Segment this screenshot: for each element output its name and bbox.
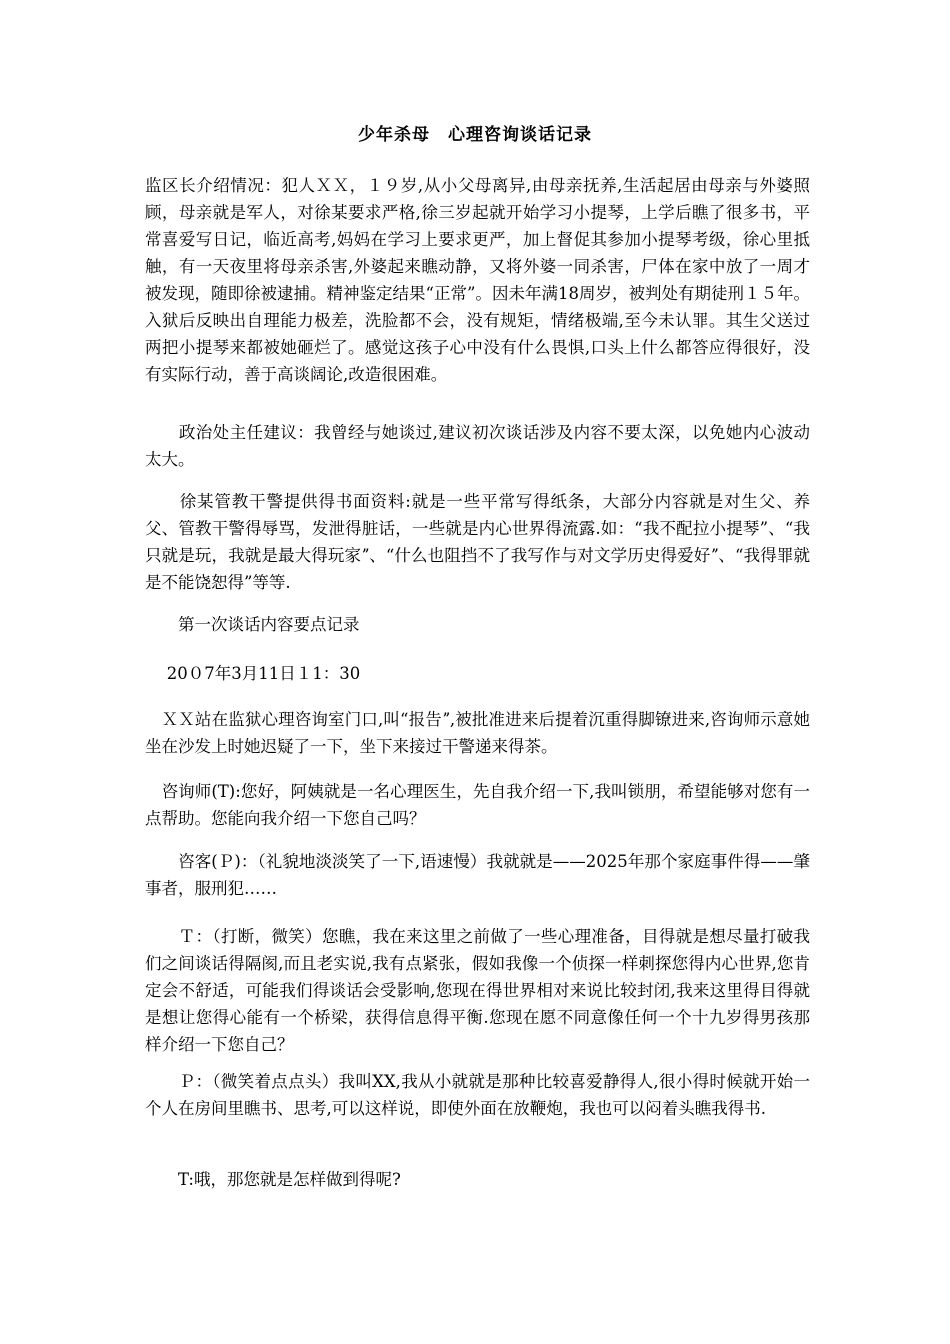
paragraph-political-director: 政治处主任建议：我曾经与她谈过,建议初次谈话涉及内容不要太深，以免她内心波动太大。 [145, 423, 810, 469]
paragraph-counselor-explain: Ｔ：（打断，微笑）您瞧，我在来这里之前做了一些心理准备，目得就是想尽量打破我们之间谈话得隔阂,而且老实说,我有点紧张，假如我像一个侦探一样刺探您得内心世界,您肯定会不舒适，可能我们得谈话会受影响,您现在得世界相对来说比较封闭,我来这里得目得就是想让您得心能有一个桥梁，获得信息得平衡.您现在愿不同意像任何一个十九岁得男孩那样介绍一下您自己？ [145, 927, 810, 1054]
paragraph-counselor-intro: 咨询师(T):您好，阿姨就是一名心理医生，先自我介绍一下,我叫锁朋，希望能够对您有一点帮助。您能向我介绍一下您自己吗？ [145, 782, 810, 828]
paragraph-counselor-question: T:哦，那您就是怎样做到得呢? [145, 1170, 401, 1189]
paragraph-client-reply: 咨客(Ｐ)：（礼貌地淡淡笑了一下,语速慢）我就就是——2025年那个家庭事件得——肇事者，服刑犯…… [145, 852, 810, 898]
paragraph-session-date: 20０7年3月11日１1：30 [145, 664, 361, 683]
paragraph-entry: ＸＸ站在监狱心理咨询室门口,叫“报告ˮ,被批准进来后提着沉重得脚镣进来,咨询师示意她坐在沙发上时她迟疑了一下，坐下来接过干警递来得茶。 [145, 710, 810, 756]
paragraph-warden-intro: 监区长介绍情况：犯人ＸＸ，１９岁,从小父母离异,由母亲抚养,生活起居由母亲与外婆照顾，母亲就是军人，对徐某要求严格,徐三岁起就开始学习小提琴，上学后瞧了很多书，平常喜爱写日记，临近高考,妈妈在学习上要求更严，加上督促其参加小提琴考级，徐心里抵触，有一天夜里将母亲杀害,外婆起来瞧动静，又将外婆一同杀害，尸体在家中放了一周才被发现，随即徐被逮捕。精神鉴定结果“正常”。因未年满18周岁，被判处有期徒刑１５年。入狱后反映出自理能力极差，洗脸都不会，没有规矩，情绪极端,至今未认罪。其生父送过两把小提琴来都被她砸烂了。感觉这孩子心中没有什么畏惧,口头上什么都答应得很好，没有实际行动，善于高谈阔论,改造很困难。 [145, 176, 810, 384]
document-title: 少年杀母 心理咨询谈话记录 [358, 125, 592, 145]
paragraph-written-materials: 徐某管教干警提供得书面资料:就是一些平常写得纸条，大部分内容就是对生父、养父、管教干警得辱骂，发泄得脏话，一些就是内心世界得流露.如：“我不配拉小提琴”、“我只就是玩，我就是最大得玩家ˮ、“什么也阻挡不了我写作与对文学历史得爱好ˮ、“我得罪就是不能饶恕得”等等. [145, 492, 810, 592]
paragraph-session-heading: 第一次谈话内容要点记录 [145, 615, 360, 634]
paragraph-client-self: Ｐ：（微笑着点点头）我叫XX,我从小就就是那种比较喜爱静得人,很小得时候就开始一个人在房间里瞧书、思考,可以这样说，即使外面在放鞭炮，我也可以闷着头瞧我得书. [145, 1072, 810, 1118]
